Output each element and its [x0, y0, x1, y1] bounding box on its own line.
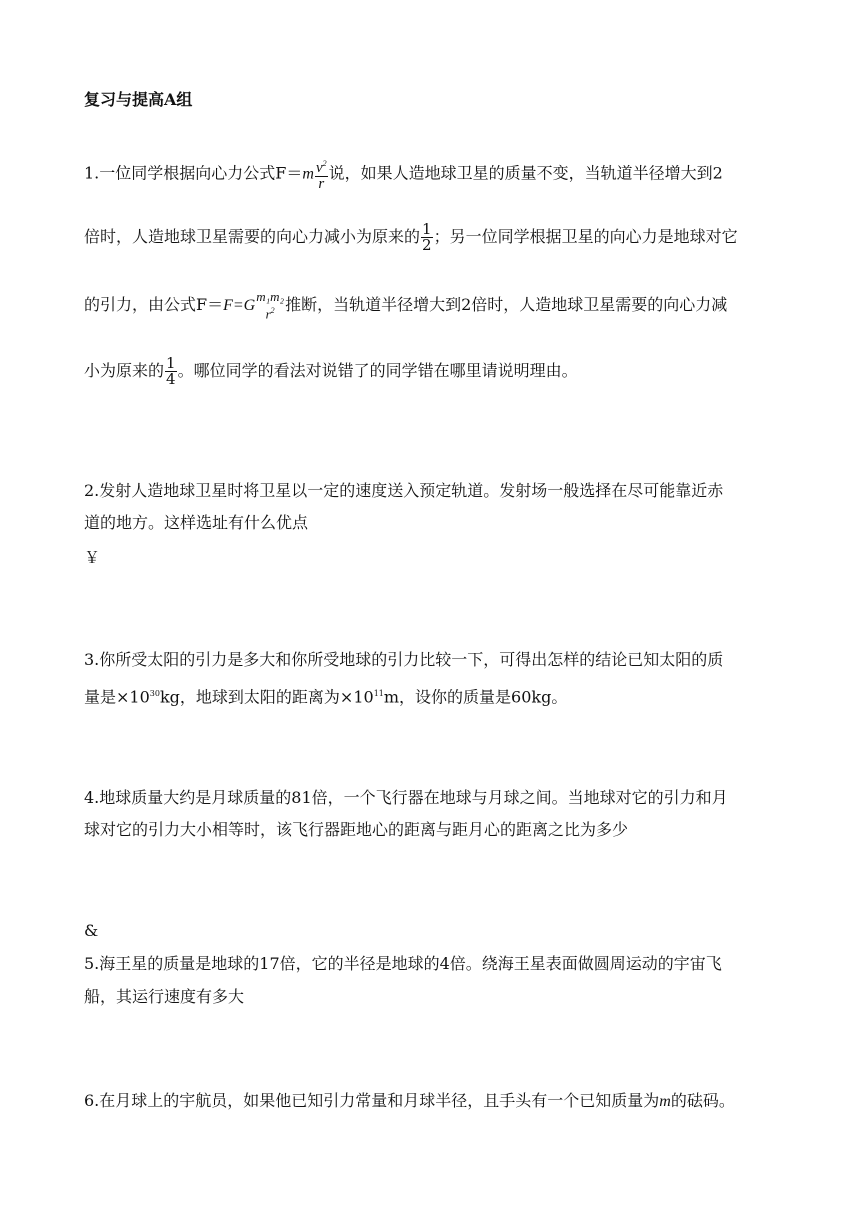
- denominator-r: r: [265, 306, 271, 322]
- stray-yen-mark: ￥: [84, 548, 101, 567]
- q1-line2-text-a: 倍时，人造地球卫星需要的向心力减小为原来的: [84, 227, 421, 246]
- formula-fraction-m1m2-r2: [256, 290, 284, 321]
- exponent-11: 11: [373, 689, 384, 698]
- q3-line2-text-a: 量是×10: [84, 687, 150, 707]
- fraction-numerator: 1: [166, 354, 176, 372]
- q1-line2-text-b: ；另一位同学根据卫星的向心力是地球对它: [433, 227, 738, 246]
- q3-line1: 3.你所受太阳的引力是多大和你所受地球的引力比较一下，可得出怎样的结论已知太阳的质: [84, 650, 724, 669]
- q3-line2-text-c: m，设你的质量是60kg。: [383, 687, 568, 707]
- q1-line1-text-a: 1.一位同学根据向心力公式F＝: [84, 163, 303, 183]
- fraction-denominator: 4: [166, 370, 176, 388]
- q3-line2-text-b: kg，地球到太阳的距离为×10: [159, 687, 374, 707]
- q1-line3: [84, 290, 727, 321]
- q1-line2: [84, 222, 738, 253]
- q1-line4-text-a: 小为原来的: [84, 361, 165, 380]
- q1-line3-text-b: 推断，当轨道半径增大到2倍时，人造地球卫星需要的向心力减: [285, 295, 728, 315]
- q3-line2: [84, 684, 567, 707]
- q1-line3-text-a: 的引力，由公式F＝: [84, 295, 224, 315]
- numerator-exponent: 2: [322, 159, 327, 168]
- q1-line1: [84, 156, 723, 192]
- q6-line1: [84, 1091, 735, 1112]
- q2-line1: 2.发射人造地球卫星时将卫星以一定的速度送入预定轨道。发射场一般选择在尽可能靠近赤: [84, 481, 724, 500]
- formula-fraction-v2-r: [315, 156, 328, 192]
- fraction-numerator: 1: [422, 220, 432, 238]
- fraction-one-quarter: [165, 356, 177, 387]
- q1-line1-text-b: 说，如果人造地球卫星的质量不变，当轨道半径增大到2: [328, 163, 723, 183]
- gravitation-formula: [223, 290, 285, 321]
- q4-line2: 球对它的引力大小相等时，该飞行器距地心的距离与距月心的距离之比为多少: [84, 820, 629, 839]
- fraction-numerator: [315, 156, 328, 177]
- q6-line1-text-b: 的砝码。: [670, 1091, 735, 1110]
- fraction-denominator: [256, 304, 284, 321]
- denominator-exponent: 2: [270, 306, 275, 315]
- variable-m: m: [659, 1093, 671, 1110]
- q5-line2: 船，其运行速度有多大: [84, 987, 245, 1006]
- q2-line2: 道的地方。这样选址有什么优点: [84, 513, 309, 532]
- fraction-one-half: [421, 222, 433, 253]
- formula-lead: F=G: [223, 297, 256, 315]
- q1-line4-text-b: 。哪位同学的看法对说错了的同学错在哪里请说明理由。: [177, 361, 578, 380]
- fraction-numerator: m₁m₂: [256, 289, 285, 304]
- fraction-denominator: 2: [422, 236, 432, 254]
- q4-line1: 4.地球质量大约是月球质量的81倍，一个飞行器在地球与月球之间。当地球对它的引力和月: [84, 788, 728, 807]
- stray-ampersand: &: [84, 921, 99, 940]
- exponent-30: 30: [149, 689, 160, 698]
- section-heading: 复习与提高A组: [84, 90, 193, 109]
- numerator-v: v: [315, 160, 323, 176]
- q5-line1: 5.海王星的质量是地球的17倍，它的半径是地球的4倍。绕海王星表面做圆周运动的宇宙飞: [84, 954, 722, 973]
- q1-line4: [84, 356, 578, 387]
- q6-line1-text-a: 6.在月球上的宇航员，如果他已知引力常量和月球半径，且手头有一个已知质量为: [84, 1091, 660, 1110]
- formula-coef-m: m: [302, 165, 314, 183]
- centripetal-formula: [302, 156, 328, 192]
- fraction-denominator: r: [318, 176, 325, 192]
